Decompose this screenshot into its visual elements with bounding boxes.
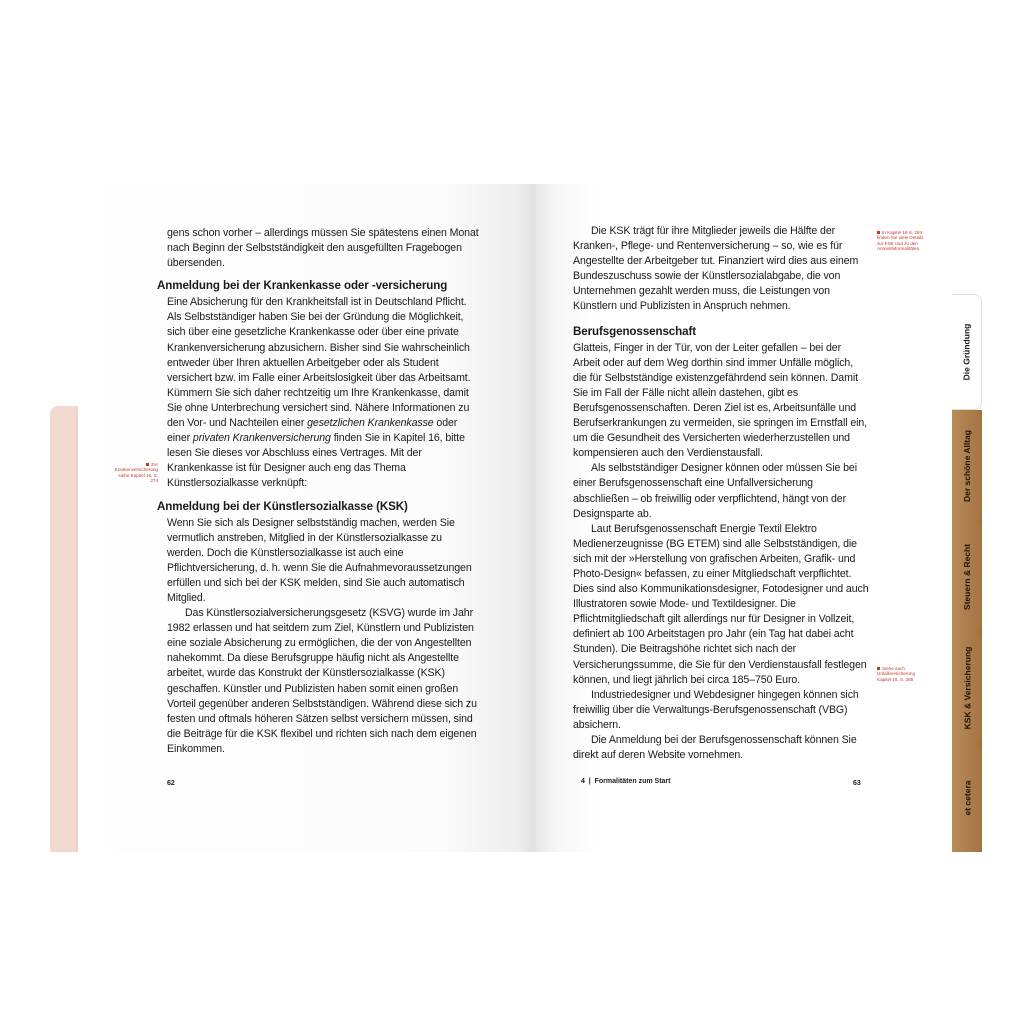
page-number-right: 63 <box>853 780 861 787</box>
paragraph-ksk-2: Das Künstlersozialversicherungsgesetz (KSVG) wurde im Jahr 1982 erlassen und hat seitdem zum Ziel, Künstlern und Publizisten eine soziale Absicherung zu ermöglichen, die der von Angestellten nahekommt. Da diese Berufsgruppe häufig nicht als Angestellte arbeitet, wurde das Konstrukt der Künstlersozialkasse (KSK) geschaffen. Künstler und Publizisten haben somit einen großen Vorteil gegenüber anderen Selbstständigen. Während diese sich zu festen und oftmals höheren Sätzen selbst versichern müssen, sind die Beiträge für die KSK flexibel und richten sich nach dem eigenen Einkommen. <box>167 607 477 755</box>
left-page-body <box>157 226 479 757</box>
section-heading-berufsgenossenschaft: Berufsgenossenschaft <box>573 324 696 338</box>
page-number-left: 62 <box>167 780 175 787</box>
paragraph-bg-2: Als selbstständiger Designer können oder müssen Sie bei einer Berufsgenossenschaft eine Unfallversicherung abschließen – ob freiwillig oder verpflichtend, hängt von der Designsparte ab. <box>573 462 857 520</box>
pink-page-edge <box>50 406 78 852</box>
section-heading-ksk: Anmeldung bei der Künstlersozialkasse (KSK) <box>157 499 408 513</box>
paragraph-bg-4: Industriedesigner und Webdesigner hingegen können sich freiwillig über die Verwaltungs-Berufsgenossenschaft (VBG) absichern. <box>573 688 859 731</box>
paragraph-bg-1: Glatteis, Finger in der Tür, von der Leiter gefallen – bei der Arbeit oder auf dem Weg dorthin sind immer Unfälle möglich, die für Selbstständige existenzgefährdend sein können. Damit Sie im Fall der Fälle nicht allein dastehen, gibt es Berufsgenossenschaften. Deren Ziel ist es, Arbeitsunfälle und Berufserkrankungen zu vermeiden, sie springen im Ernstfall ein, um die Gesundheit des Versicherten wiederherzustellen und kompensieren auch den Verdienstausfall. <box>573 341 868 460</box>
paragraph-bg-3: Laut Berufsgenossenschaft Energie Textil Elektro Medienerzeugnisse (BG ETEM) sind alle Selbstständigen, die sich mit der »Herstellung von grafischen Arbeiten, Grafik- und Photo-Design« befassen, zu einer Mitgliedschaft verpflichtet. Dies sind also Kommunikationsdesigner, Fotodesigner und auch Illustratoren sowie Mode- und Textildesigner. Die Pflichtmitgliedschaft gilt allerdings nur für Designer in Vollzeit, definiert ab 100 Arbeitstagen pro Jahr (ein Tag hat dabei acht Stunden). Die Beitragshöhe richtet sich nach der Versicherungssumme, die Sie für den Verdienstausfall festlegen können, und liegt jährlich bei circa 185–750 Euro. <box>573 522 869 686</box>
paragraph: gens schon vorher – allerdings müssen Sie spätestens einen Monat nach Beginn der Selbstständigkeit den ausgefüllten Fragebogen übersenden. <box>167 227 479 270</box>
paragraph-krankenkasse: Eine Absicherung für den Krankheitsfall ist in Deutschland Pflicht. Als Selbstständiger haben Sie bei der Gründung die Möglichkeit, sich über eine gesetzliche Krankenkasse oder über eine private Krankenversicherung abzusichern. Bisher sind Sie wahrscheinlich entweder über Ihren aktuellen Arbeitgeber oder als Student versichert bzw. im Falle einer Arbeitslosigkeit über das Arbeitsamt. Kümmern Sie sich daher rechtzeitig um Ihre Krankenkasse, damit Sie ohne Unterbrechung versichert sind. Nähere Informationen zu den Vor- und Nachteilen einer gesetzlichen Krankenkasse oder einer privaten Krankenversicherung finden Sie in Kapitel 16, bitte lesen Sie dieses vor Abschluss eines Vertrages. Mit der Krankenkasse ist für Designer auch eng das Thema Künstlersozialkasse verknüpft: <box>167 296 471 490</box>
margin-note-left: Zur Krankenversicherung siehe Kapitel 16, S. 274 <box>114 462 158 484</box>
note-marker-icon <box>146 463 149 466</box>
tab-steuern-recht[interactable]: Steuern & Recht <box>952 522 982 632</box>
note-marker-icon <box>877 667 880 670</box>
note-marker-icon <box>877 231 880 234</box>
paragraph-bg-5: Die Anmeldung bei der Berufsgenossenschaft können Sie direkt auf deren Website vornehmen. <box>573 734 857 762</box>
running-footer: 4 | Formalitäten zum Start <box>581 778 671 785</box>
book-spread <box>50 184 980 852</box>
right-page-body <box>573 224 869 763</box>
margin-note-right-bottom: Siehe auch Unfallversicherung Kapitel 16, S. 285 <box>877 666 916 682</box>
margin-note-right-top: In Kapitel 16 S. 284 finden Sie viele Details zur KSK und zu den Anmeldeformalitäten. <box>877 230 924 252</box>
tab-der-schoene-alltag[interactable]: Der schöne Alltag <box>952 410 982 522</box>
paragraph-intro: Die KSK trägt für ihre Mitglieder jeweils die Hälfte der Kranken-, Pflege- und Rentenversicherung – so, wie es für Angestellte der Arbeitgeber tut. Finanziert wird dies aus einem Bundeszuschuss sowie der Künstlersozialabgabe, die von Unternehmen gezahlt werden muss, die Leistungen von Künstlern und Publizisten in Anspruch nehmen. <box>573 225 859 313</box>
paragraph-ksk-1: Wenn Sie sich als Designer selbstständig machen, werden Sie vermutlich anstreben, Mitglied in der Künstlersozialkasse zu werden. Doch die Künstlersozialkasse ist auch eine Pflichtversicherung, d. h. wenn Sie die Aufnahmevoraussetzungen erfüllen und sich bei der KSK melden, sind Sie auch automatisch Mitglied. <box>167 516 472 604</box>
tab-ksk-versicherung[interactable]: KSK & Versicherung <box>952 632 982 744</box>
left-page <box>78 184 535 852</box>
tab-et-cetera[interactable]: et cetera <box>952 744 982 852</box>
section-heading-krankenkasse: Anmeldung bei der Krankenkasse oder -versicherung <box>157 279 448 293</box>
tab-die-gruendung[interactable]: Die Gründung <box>952 294 982 410</box>
right-page <box>535 184 952 852</box>
